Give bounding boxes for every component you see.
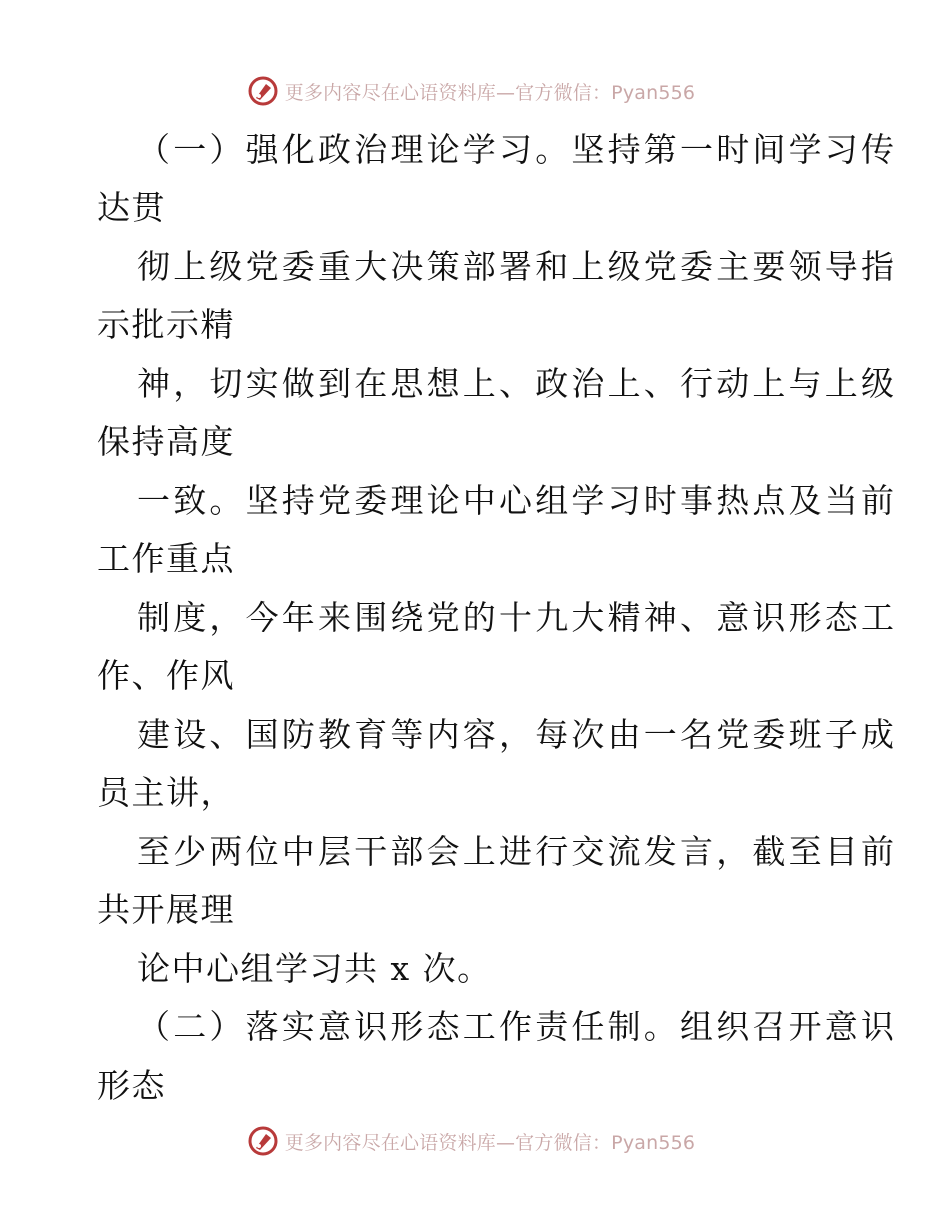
paragraph-line: 彻上级党委重大决策部署和上级党委主要领导指: [137, 247, 898, 286]
paragraph-line: 一致。坚持党委理论中心组学习时事热点及当前: [137, 481, 898, 520]
paragraph-line: 形态: [97, 1066, 166, 1105]
paragraph-line: 共开展理: [97, 890, 235, 929]
watermark-text: 更多内容尽在心语资料库—官方微信：Pyan556: [284, 1131, 696, 1154]
footer-watermark: [0, 1121, 950, 1161]
paragraph-line: 论中心组学习共 x 次。: [137, 949, 492, 988]
paragraph-line: 制度，今年来围绕党的十九大精神、意识形态工: [137, 598, 898, 637]
paragraph-line: 作、作风: [97, 656, 235, 695]
paragraph-line: 建设、国防教育等内容，每次由一名党委班子成: [137, 715, 898, 754]
paragraph-line: 员主讲，: [97, 773, 235, 812]
paragraph-line: 保持高度: [97, 422, 235, 461]
paragraph-line: 至少两位中层干部会上进行交流发言，截至目前: [137, 832, 898, 871]
paragraph-line: 神，切实做到在思想上、政治上、行动上与上级: [137, 364, 898, 403]
paragraph-line: （一）强化政治理论学习。坚持第一时间学习传: [137, 130, 898, 169]
paragraph-line: 示批示精: [97, 305, 235, 344]
watermark-text: 更多内容尽在心语资料库—官方微信：Pyan556: [284, 81, 696, 104]
header-watermark: [0, 71, 950, 111]
paragraph-line: 达贯: [97, 188, 166, 227]
pen-nib-logo-icon: [247, 75, 279, 107]
pen-nib-logo-icon: [247, 1125, 279, 1157]
paragraph-line: （二）落实意识形态工作责任制。组织召开意识: [137, 1007, 898, 1046]
paragraph-line: 工作重点: [97, 539, 235, 578]
